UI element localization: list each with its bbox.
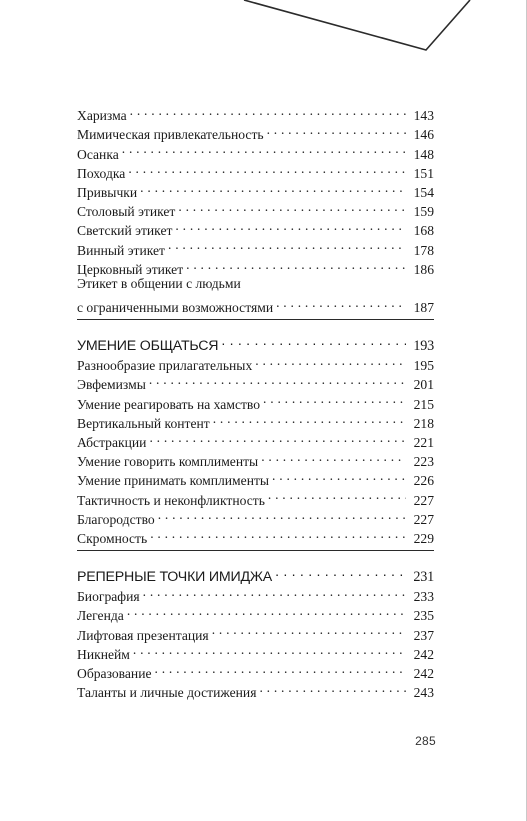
toc-entry-title: Вертикальный контент bbox=[77, 415, 210, 431]
dot-leader bbox=[255, 351, 406, 370]
toc-entry-page: 235 bbox=[413, 608, 434, 624]
toc-entry-title: Винный этикет bbox=[77, 242, 165, 258]
toc-entry-page: 237 bbox=[413, 627, 434, 643]
toc-entry-title: Эвфемизмы bbox=[77, 377, 146, 393]
toc-entry-title: Биография bbox=[77, 589, 140, 605]
toc-entry-title: Церковный этикет bbox=[77, 261, 184, 277]
dot-leader bbox=[150, 524, 406, 543]
toc-entry-page: 215 bbox=[413, 396, 434, 412]
toc-entry-title: Умение говорить комплименты bbox=[77, 454, 259, 470]
dot-leader bbox=[261, 447, 406, 466]
dot-leader bbox=[149, 428, 406, 447]
toc-entry[interactable] bbox=[77, 659, 434, 681]
dot-leader bbox=[268, 485, 406, 504]
toc-entry-title: Привычки bbox=[77, 184, 138, 200]
toc-entry-title: Мимическая привлекательность bbox=[77, 127, 264, 143]
toc-entry-title: Осанка bbox=[77, 146, 119, 162]
toc-entry[interactable] bbox=[77, 178, 434, 200]
dot-leader bbox=[155, 659, 406, 678]
toc-entry-page: 195 bbox=[413, 358, 434, 374]
toc-entry-multiline[interactable] bbox=[77, 274, 434, 293]
toc-entry-page: 146 bbox=[413, 127, 434, 143]
toc-entry-page: 186 bbox=[413, 261, 434, 277]
dot-leader bbox=[149, 370, 406, 389]
section-title: РЕПЕРНЫЕ ТОЧКИ ИМИДЖА bbox=[77, 569, 273, 586]
dot-leader bbox=[267, 120, 406, 139]
toc-entry-title: Скромность bbox=[77, 530, 148, 546]
toc-entry-title-line1: Этикет в общении с людьми bbox=[77, 275, 241, 291]
intro-item-list bbox=[77, 101, 434, 316]
toc-entry-page: 151 bbox=[413, 165, 434, 181]
section-divider bbox=[77, 550, 434, 551]
dot-leader bbox=[275, 562, 406, 581]
toc-entry-title: Образование bbox=[77, 665, 152, 681]
toc-entry-page: 233 bbox=[413, 589, 434, 605]
section-heading[interactable] bbox=[77, 331, 434, 355]
toc-entry-title: Столовый этикет bbox=[77, 204, 176, 220]
toc-entry-page: 148 bbox=[413, 146, 434, 162]
toc-entry[interactable] bbox=[77, 139, 434, 162]
dot-leader bbox=[212, 620, 406, 639]
toc-entry-page: 218 bbox=[413, 415, 434, 431]
dot-leader bbox=[122, 139, 406, 158]
toc-entry[interactable] bbox=[77, 601, 434, 624]
section-divider bbox=[77, 319, 434, 320]
dot-leader bbox=[130, 101, 406, 120]
dot-leader bbox=[186, 255, 406, 274]
toc-entry-title: Умение реагировать на хамство bbox=[77, 396, 261, 412]
table-of-contents bbox=[77, 101, 434, 701]
corner-line-decoration bbox=[0, 0, 527, 60]
toc-entry[interactable] bbox=[77, 620, 434, 643]
dot-leader bbox=[221, 331, 406, 350]
toc-entry-page: 227 bbox=[413, 511, 434, 527]
toc-entry-page: 187 bbox=[413, 300, 434, 316]
toc-entry-title-line2: с ограниченными возможностями bbox=[77, 300, 274, 316]
dot-leader bbox=[168, 235, 406, 254]
section-page: 231 bbox=[413, 569, 434, 586]
dot-leader bbox=[263, 389, 406, 408]
toc-entry-title: Разнообразие прилагательных bbox=[77, 358, 253, 374]
toc-entry-page: 242 bbox=[413, 646, 434, 662]
toc-entry-page: 201 bbox=[413, 377, 434, 393]
toc-entry-title: Походка bbox=[77, 165, 126, 181]
section-communication bbox=[77, 331, 434, 546]
toc-entry-page: 154 bbox=[413, 184, 434, 200]
toc-entry-title: Светский этикет bbox=[77, 223, 173, 239]
dot-leader bbox=[276, 293, 406, 312]
dot-leader bbox=[140, 178, 406, 197]
dot-leader bbox=[213, 409, 406, 428]
dot-leader bbox=[158, 505, 406, 524]
toc-entry-multiline-end[interactable] bbox=[77, 293, 434, 316]
toc-entry[interactable] bbox=[77, 101, 434, 124]
section-heading[interactable] bbox=[77, 562, 434, 586]
dot-leader bbox=[178, 197, 406, 216]
toc-entry[interactable] bbox=[77, 120, 434, 143]
toc-entry[interactable] bbox=[77, 159, 434, 181]
section-title: УМЕНИЕ ОБЩАТЬСЯ bbox=[77, 338, 219, 355]
dot-leader bbox=[259, 678, 406, 697]
dot-leader bbox=[143, 582, 406, 601]
toc-entry-title: Легенда bbox=[77, 608, 124, 624]
section-image-reference-points bbox=[77, 562, 434, 701]
dot-leader bbox=[175, 216, 406, 235]
toc-entry-page: 242 bbox=[413, 665, 434, 681]
dot-leader bbox=[128, 159, 406, 178]
toc-entry-title: Тактичность и неконфликтность bbox=[77, 492, 265, 508]
page-number: 285 bbox=[415, 734, 436, 748]
toc-entry-title: Таланты и личные достижения bbox=[77, 685, 257, 701]
dot-leader bbox=[272, 466, 406, 485]
toc-entry-page: 226 bbox=[413, 473, 434, 489]
toc-entry-title: Абстракции bbox=[77, 435, 147, 450]
toc-entry-page: 243 bbox=[413, 685, 434, 701]
toc-entry-page: 143 bbox=[413, 108, 434, 124]
dot-leader bbox=[133, 640, 406, 659]
toc-entry-title: Никнейм bbox=[77, 646, 130, 662]
toc-entry-page: 178 bbox=[413, 242, 434, 258]
toc-entry-title: Харизма bbox=[77, 108, 127, 124]
section-page: 193 bbox=[413, 338, 434, 355]
toc-entry-page: 159 bbox=[413, 204, 434, 220]
toc-entry-page: 223 bbox=[413, 454, 434, 470]
toc-entry-page: 221 bbox=[413, 435, 434, 450]
toc-entry-title: Лифтовая презентация bbox=[77, 627, 209, 643]
dot-leader bbox=[127, 601, 406, 620]
toc-entry-page: 229 bbox=[413, 530, 434, 546]
toc-entry-title: Умение принимать комплименты bbox=[77, 473, 270, 489]
toc-entry-title: Благородство bbox=[77, 511, 155, 527]
toc-entry-page: 168 bbox=[413, 223, 434, 239]
toc-entry-page: 227 bbox=[413, 492, 434, 508]
